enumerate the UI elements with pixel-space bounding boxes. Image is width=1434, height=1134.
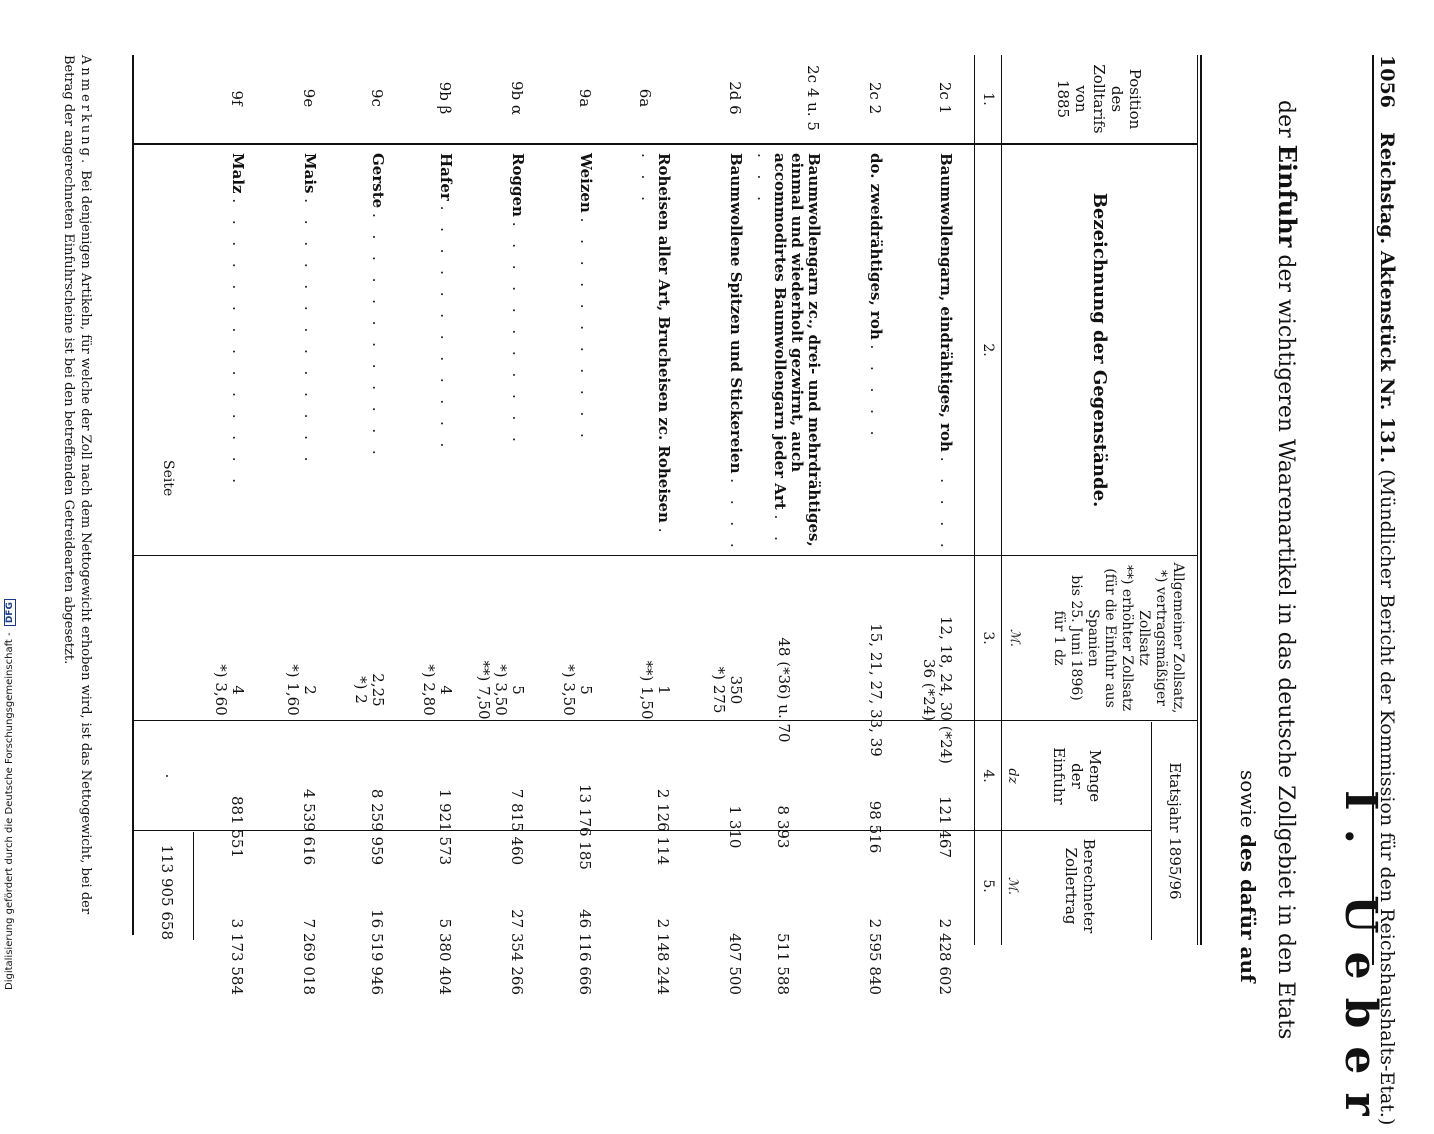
row-revenue: 2 428 602 <box>936 918 954 995</box>
row-description: Weizen . . . . . . . . . . . <box>577 153 595 444</box>
total-rule <box>193 832 194 940</box>
table-top-rule <box>1200 55 1202 945</box>
header-bottom-rule <box>1001 55 1002 945</box>
colnum-1: 1. <box>980 92 996 106</box>
unit-quantity: dz <box>1005 768 1020 784</box>
row-quantity: 98 516 <box>866 800 884 854</box>
colnum-bottom-rule <box>974 55 975 945</box>
row-rate: 2 *) 1,60 <box>284 664 319 716</box>
row-description: Malz . . . . . . . . . . . . . . <box>229 153 247 490</box>
row-quantity: 8 393 <box>774 805 792 849</box>
credit-text: Digitalisierung gefördert durch die Deutsche Forschungsgemeinschaft - <box>4 632 15 990</box>
col-rule-4 <box>134 830 1152 831</box>
total-quantity: · <box>158 773 176 779</box>
row-position: 2c 2 <box>866 81 884 115</box>
dfg-logo: DFG <box>4 599 16 626</box>
row-quantity: 4 539 616 <box>300 788 318 866</box>
header-description: Bezeichnung der Gegenstände. <box>1089 192 1110 508</box>
page-number: 1056 <box>1376 55 1398 108</box>
subtitle-line-1: der Einfuhr der wichtigeren Waarenartikel in das deutsche Zollgebiet in den Etats <box>1273 100 1302 1040</box>
row-revenue: 3 173 584 <box>228 918 246 995</box>
colnum-4: 4. <box>980 769 996 783</box>
total-revenue: 113 905 658 <box>158 844 176 940</box>
footnote-text: Bei denjenigen Artikeln, für welche der Zoll nach dem Nettogewicht erhoben wird, ist das Nettogewicht, bei der Betrag der angerechneten Einfuhrscheine ist bei den betreffenden Getreidearten abgesetzt. <box>61 55 93 915</box>
section-title: I. Ueber <box>1335 790 1386 1134</box>
header-fiscal-year: Etatsjahr 1895/96 <box>1166 762 1184 900</box>
row-revenue: 16 519 946 <box>368 909 386 995</box>
row-position: 6a <box>636 88 654 108</box>
row-rate: 4 *) 3,60 <box>212 664 247 716</box>
row-position: 9b α <box>508 80 526 116</box>
col-rule-1 <box>134 143 1198 145</box>
colnum-2: 2. <box>980 343 996 357</box>
row-position: 9e <box>300 88 318 108</box>
row-revenue: 7 269 018 <box>300 918 318 995</box>
row-quantity: 2 126 114 <box>654 788 672 866</box>
subtitle-line-2: sowie des dafür auf <box>1236 770 1260 983</box>
digitization-credit <box>4 599 16 990</box>
row-quantity: 7 815 460 <box>508 788 526 866</box>
row-revenue: 407 500 <box>726 932 744 995</box>
footnote <box>60 55 94 955</box>
row-description: Roheisen aller Art, Brucheisen zc. Roheisen . . . . <box>638 153 673 539</box>
fiscal-year-rule <box>1151 722 1152 940</box>
row-position: 2c 4 u. 5 <box>804 65 822 131</box>
table-bottom-rule <box>132 55 134 935</box>
row-revenue: 511 588 <box>774 932 792 995</box>
row-rate: 48 (*36) u. 70 <box>775 637 793 743</box>
table-top-rule-thin <box>1197 55 1198 945</box>
row-quantity: 1 310 <box>726 805 744 849</box>
journal-reference: Reichstag. Aktenstück Nr. 131. <box>1376 132 1398 464</box>
row-rate: 1 **) 1,50 <box>638 660 673 720</box>
report-reference: (Mündlicher Bericht der Kommission für den Reichshaushalts-Etat.) <box>1376 469 1398 1126</box>
row-description: Baumwollengarn zc., drei- und mehrdrähtiges, einmal und wiederholt gezwirnt, auch accommodirtes Baumwollengarn jeder Art . . . . . <box>754 153 823 547</box>
unit-rate: ℳ. <box>1007 628 1022 648</box>
row-rate: 5 *) 3,50 **) 7,50 <box>475 660 527 720</box>
row-position: 9a <box>576 88 594 108</box>
row-description: Baumwollengarn, eindrähtiges, roh . . . . . <box>937 153 955 554</box>
row-quantity: 1 921 573 <box>436 788 454 866</box>
row-revenue: 46 116 666 <box>576 909 594 995</box>
row-rate: 12, 18, 24, 30 (*24) 36 (*24) <box>920 615 955 764</box>
row-position: 9f <box>228 90 246 106</box>
row-description: Hafer . . . . . . . . . . . . <box>437 153 455 454</box>
colnum-5: 5. <box>980 879 996 893</box>
subtitle-emphasis: Einfuhr <box>1273 144 1302 248</box>
row-position: 9c <box>368 89 386 107</box>
header-revenue: Berechneter Zollertrag <box>1062 838 1098 934</box>
row-quantity: 881 551 <box>228 795 246 859</box>
row-quantity: 13 176 185 <box>576 784 594 870</box>
row-description: Baumwollene Spitzen und Stickereien . . . . <box>727 153 745 554</box>
row-description: do. zweidrähtiges, roh . . . . . <box>867 153 885 442</box>
header-rate: Allgemeiner Zollsatz, *) vertragsmäßiger Zollsatz **) erhöhter Zollsatz (für die Einfuhr aus Spanien bis 25. Juni 1896) für 1 dz <box>1051 562 1186 714</box>
row-description: Mais . . . . . . . . . . . . . <box>301 153 319 468</box>
row-rate: 350 *) 275 <box>710 666 745 714</box>
row-rate: 2,25 *) 2 <box>352 673 387 707</box>
colnum-3: 3. <box>980 631 996 645</box>
row-quantity: 121 467 <box>936 795 954 859</box>
header-quantity: Menge der Einfuhr <box>1050 747 1104 805</box>
page-label: Seite <box>160 460 176 497</box>
row-revenue: 27 354 266 <box>508 909 526 995</box>
row-position: 2c 1 <box>936 81 954 115</box>
row-quantity: 8 259 959 <box>368 788 386 866</box>
row-rate: 4 *) 2,80 <box>420 664 455 716</box>
row-position: 9b β <box>436 81 454 115</box>
row-rate: 15, 21, 27, 33, 39 <box>867 623 885 757</box>
footnote-label: Anmerkung. <box>78 55 93 167</box>
header-position: Position des Zolltarifs von 1885 <box>1054 64 1144 134</box>
row-description: Roggen . . . . . . . . . . . <box>509 153 527 448</box>
row-revenue: 2 595 840 <box>866 918 884 995</box>
row-revenue: 5 380 404 <box>436 918 454 995</box>
row-revenue: 2 148 244 <box>654 918 672 995</box>
unit-revenue: ℳ. <box>1005 876 1020 896</box>
row-position: 2d 6 <box>726 81 744 115</box>
row-description: Gerste . . . . . . . . . . . . <box>369 153 387 461</box>
row-rate: 5 *) 3,50 <box>560 664 595 716</box>
